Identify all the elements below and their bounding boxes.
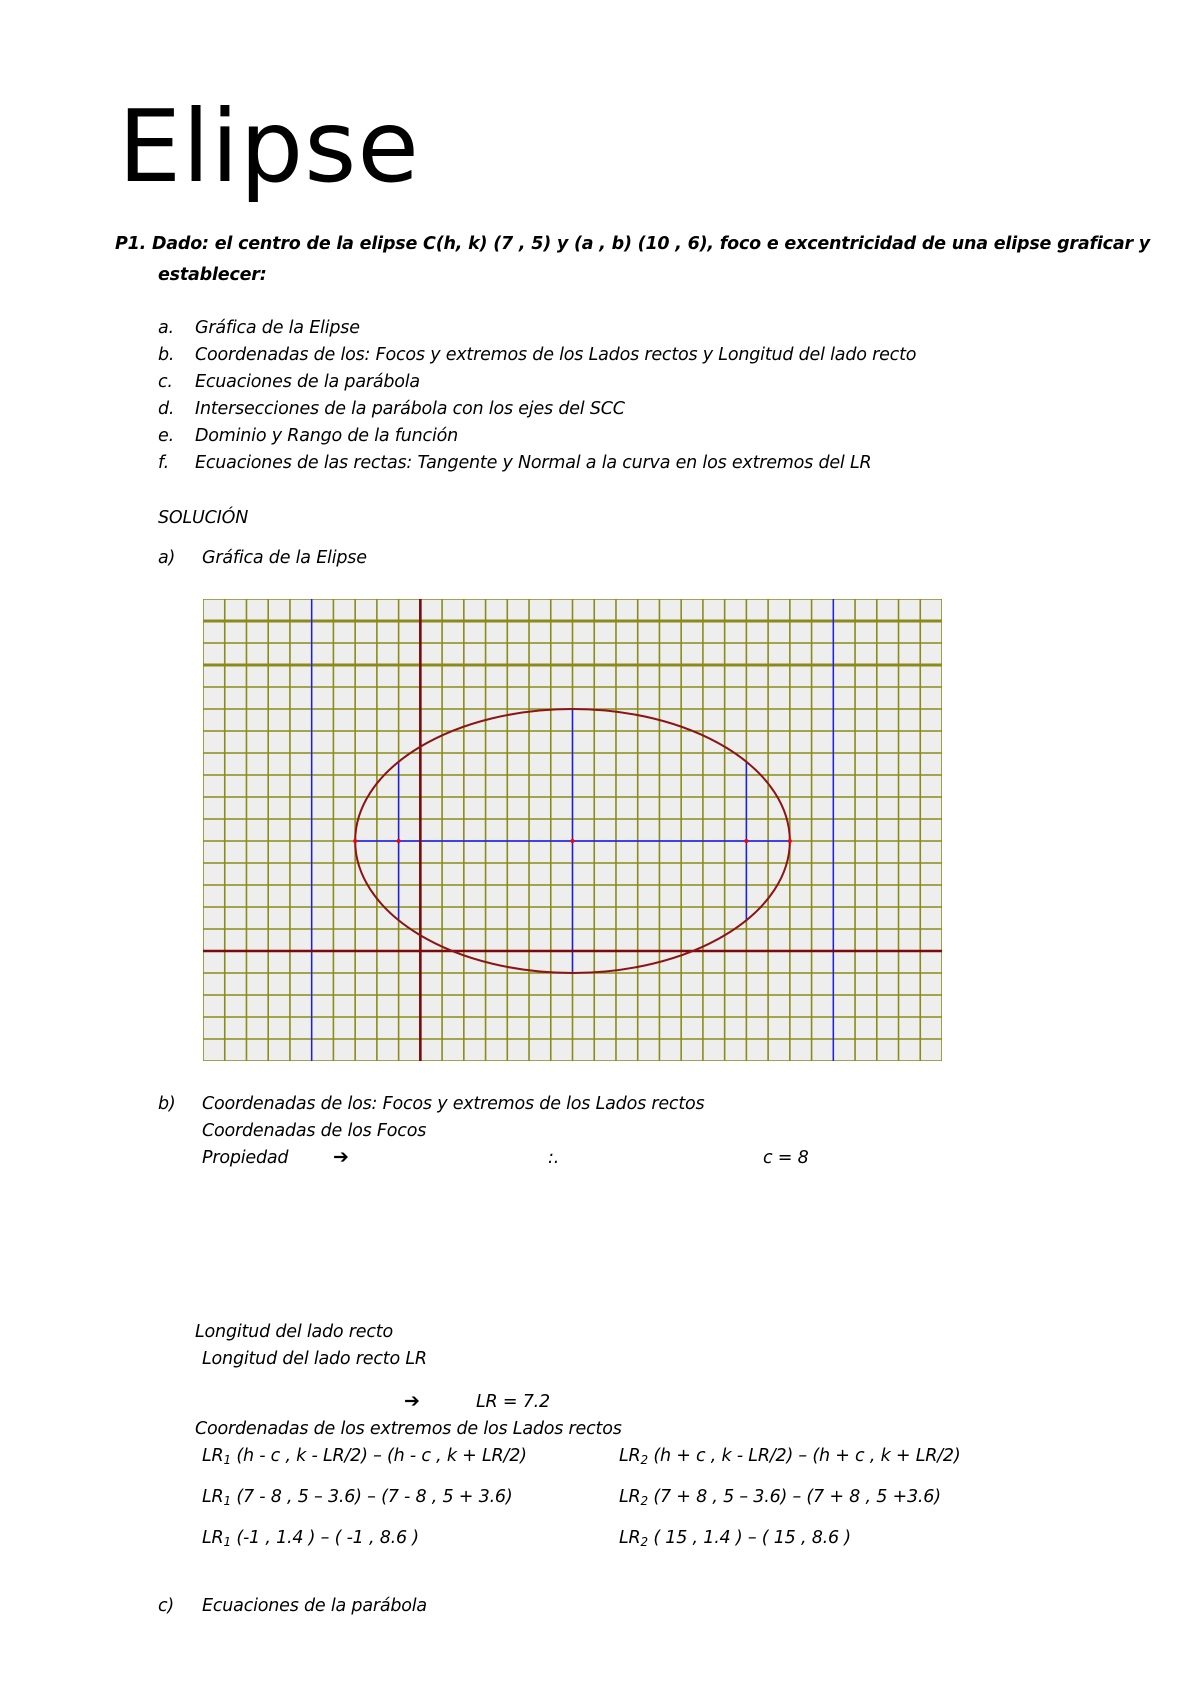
- point-marker: [571, 839, 575, 843]
- lr2-result: ( 15 , 1.4 ) – ( 15 , 8.6 ): [647, 1528, 851, 1548]
- task-item: Ecuaciones de las rectas: Tangente y Normal a la curva en los extremos del LR: [195, 453, 872, 473]
- lr2-prefix: LR: [619, 1446, 641, 1466]
- task-marker: d.: [158, 399, 175, 419]
- lr-value: LR = 7.2: [476, 1392, 550, 1412]
- lr2-substitution: (7 + 8 , 5 – 3.6) – (7 + 8 , 5 +3.6): [647, 1487, 941, 1507]
- c-value: c = 8: [763, 1148, 809, 1168]
- solution-heading: SOLUCIÓN: [158, 508, 249, 528]
- lr2-formula: (h + c , k - LR/2) – (h + c , k + LR/2): [647, 1446, 961, 1466]
- task-item: Coordenadas de los: Focos y extremos de los Lados rectos y Longitud del lado recto: [195, 345, 917, 365]
- lr1-result: (-1 , 1.4 ) – ( -1 , 8.6 ): [230, 1528, 419, 1548]
- task-marker: f.: [158, 453, 170, 473]
- therefore-symbol: :.: [548, 1148, 560, 1168]
- lr1-prefix: LR: [202, 1487, 224, 1507]
- point-marker: [397, 839, 401, 843]
- solution-c-marker: c): [158, 1596, 175, 1616]
- page-title: Elipse: [118, 88, 420, 205]
- point-marker: [744, 839, 748, 843]
- solution-b-marker: b): [158, 1094, 176, 1114]
- solution-c-text: Ecuaciones de la parábola: [202, 1596, 427, 1616]
- problem-statement-line1: P1. Dado: el centro de la elipse C(h, k) (7 , 5) y (a , b) (10 , 6), foco e excentricidad de una elipse graficar y: [115, 234, 1150, 254]
- task-item: Intersecciones de la parábola con los ejes del SCC: [195, 399, 625, 419]
- foci-heading: Coordenadas de los Focos: [202, 1121, 427, 1141]
- task-marker: e.: [158, 426, 174, 446]
- arrow-icon: ➔: [333, 1146, 349, 1168]
- point-marker: [353, 839, 357, 843]
- lr2-prefix: LR: [619, 1487, 641, 1507]
- arrow-icon: ➔: [404, 1390, 420, 1412]
- lr2-row2: [619, 1487, 941, 1508]
- task-item: Gráfica de la Elipse: [195, 318, 360, 338]
- task-marker: c.: [158, 372, 173, 392]
- lr2-row1: [619, 1446, 960, 1467]
- solution-a-text: Gráfica de la Elipse: [202, 548, 367, 568]
- solution-a-marker: a): [158, 548, 176, 568]
- lr1-sub: 1: [223, 1453, 231, 1467]
- lr2-sub: 2: [640, 1535, 648, 1549]
- task-marker: b.: [158, 345, 175, 365]
- lr1-prefix: LR: [202, 1446, 224, 1466]
- solution-b-line1: Coordenadas de los: Focos y extremos de los Lados rectos: [202, 1094, 705, 1114]
- lr1-formula: (h - c , k - LR/2) – (h - c , k + LR/2): [230, 1446, 527, 1466]
- task-item: Ecuaciones de la parábola: [195, 372, 420, 392]
- problem-statement-line2: establecer:: [158, 265, 267, 285]
- lr1-substitution: (7 - 8 , 5 – 3.6) – (7 - 8 , 5 + 3.6): [230, 1487, 513, 1507]
- task-item: Dominio y Rango de la función: [195, 426, 458, 446]
- lr2-sub: 2: [640, 1453, 648, 1467]
- lr2-sub: 2: [640, 1494, 648, 1508]
- lr1-row3: [202, 1528, 419, 1549]
- lr1-prefix: LR: [202, 1528, 224, 1548]
- property-label: Propiedad: [202, 1148, 289, 1168]
- lr1-row1: [202, 1446, 527, 1467]
- lr-heading: Longitud del lado recto: [195, 1322, 393, 1342]
- lr-subheading: Longitud del lado recto LR: [202, 1349, 427, 1369]
- lr1-row2: [202, 1487, 513, 1508]
- lr2-row3: [619, 1528, 851, 1549]
- lr1-sub: 1: [223, 1535, 231, 1549]
- lr2-prefix: LR: [619, 1528, 641, 1548]
- task-marker: a.: [158, 318, 174, 338]
- point-marker: [788, 839, 792, 843]
- ellipse-graph: [203, 599, 942, 1061]
- lr1-sub: 1: [223, 1494, 231, 1508]
- extremes-heading: Coordenadas de los extremos de los Lados rectos: [195, 1419, 622, 1439]
